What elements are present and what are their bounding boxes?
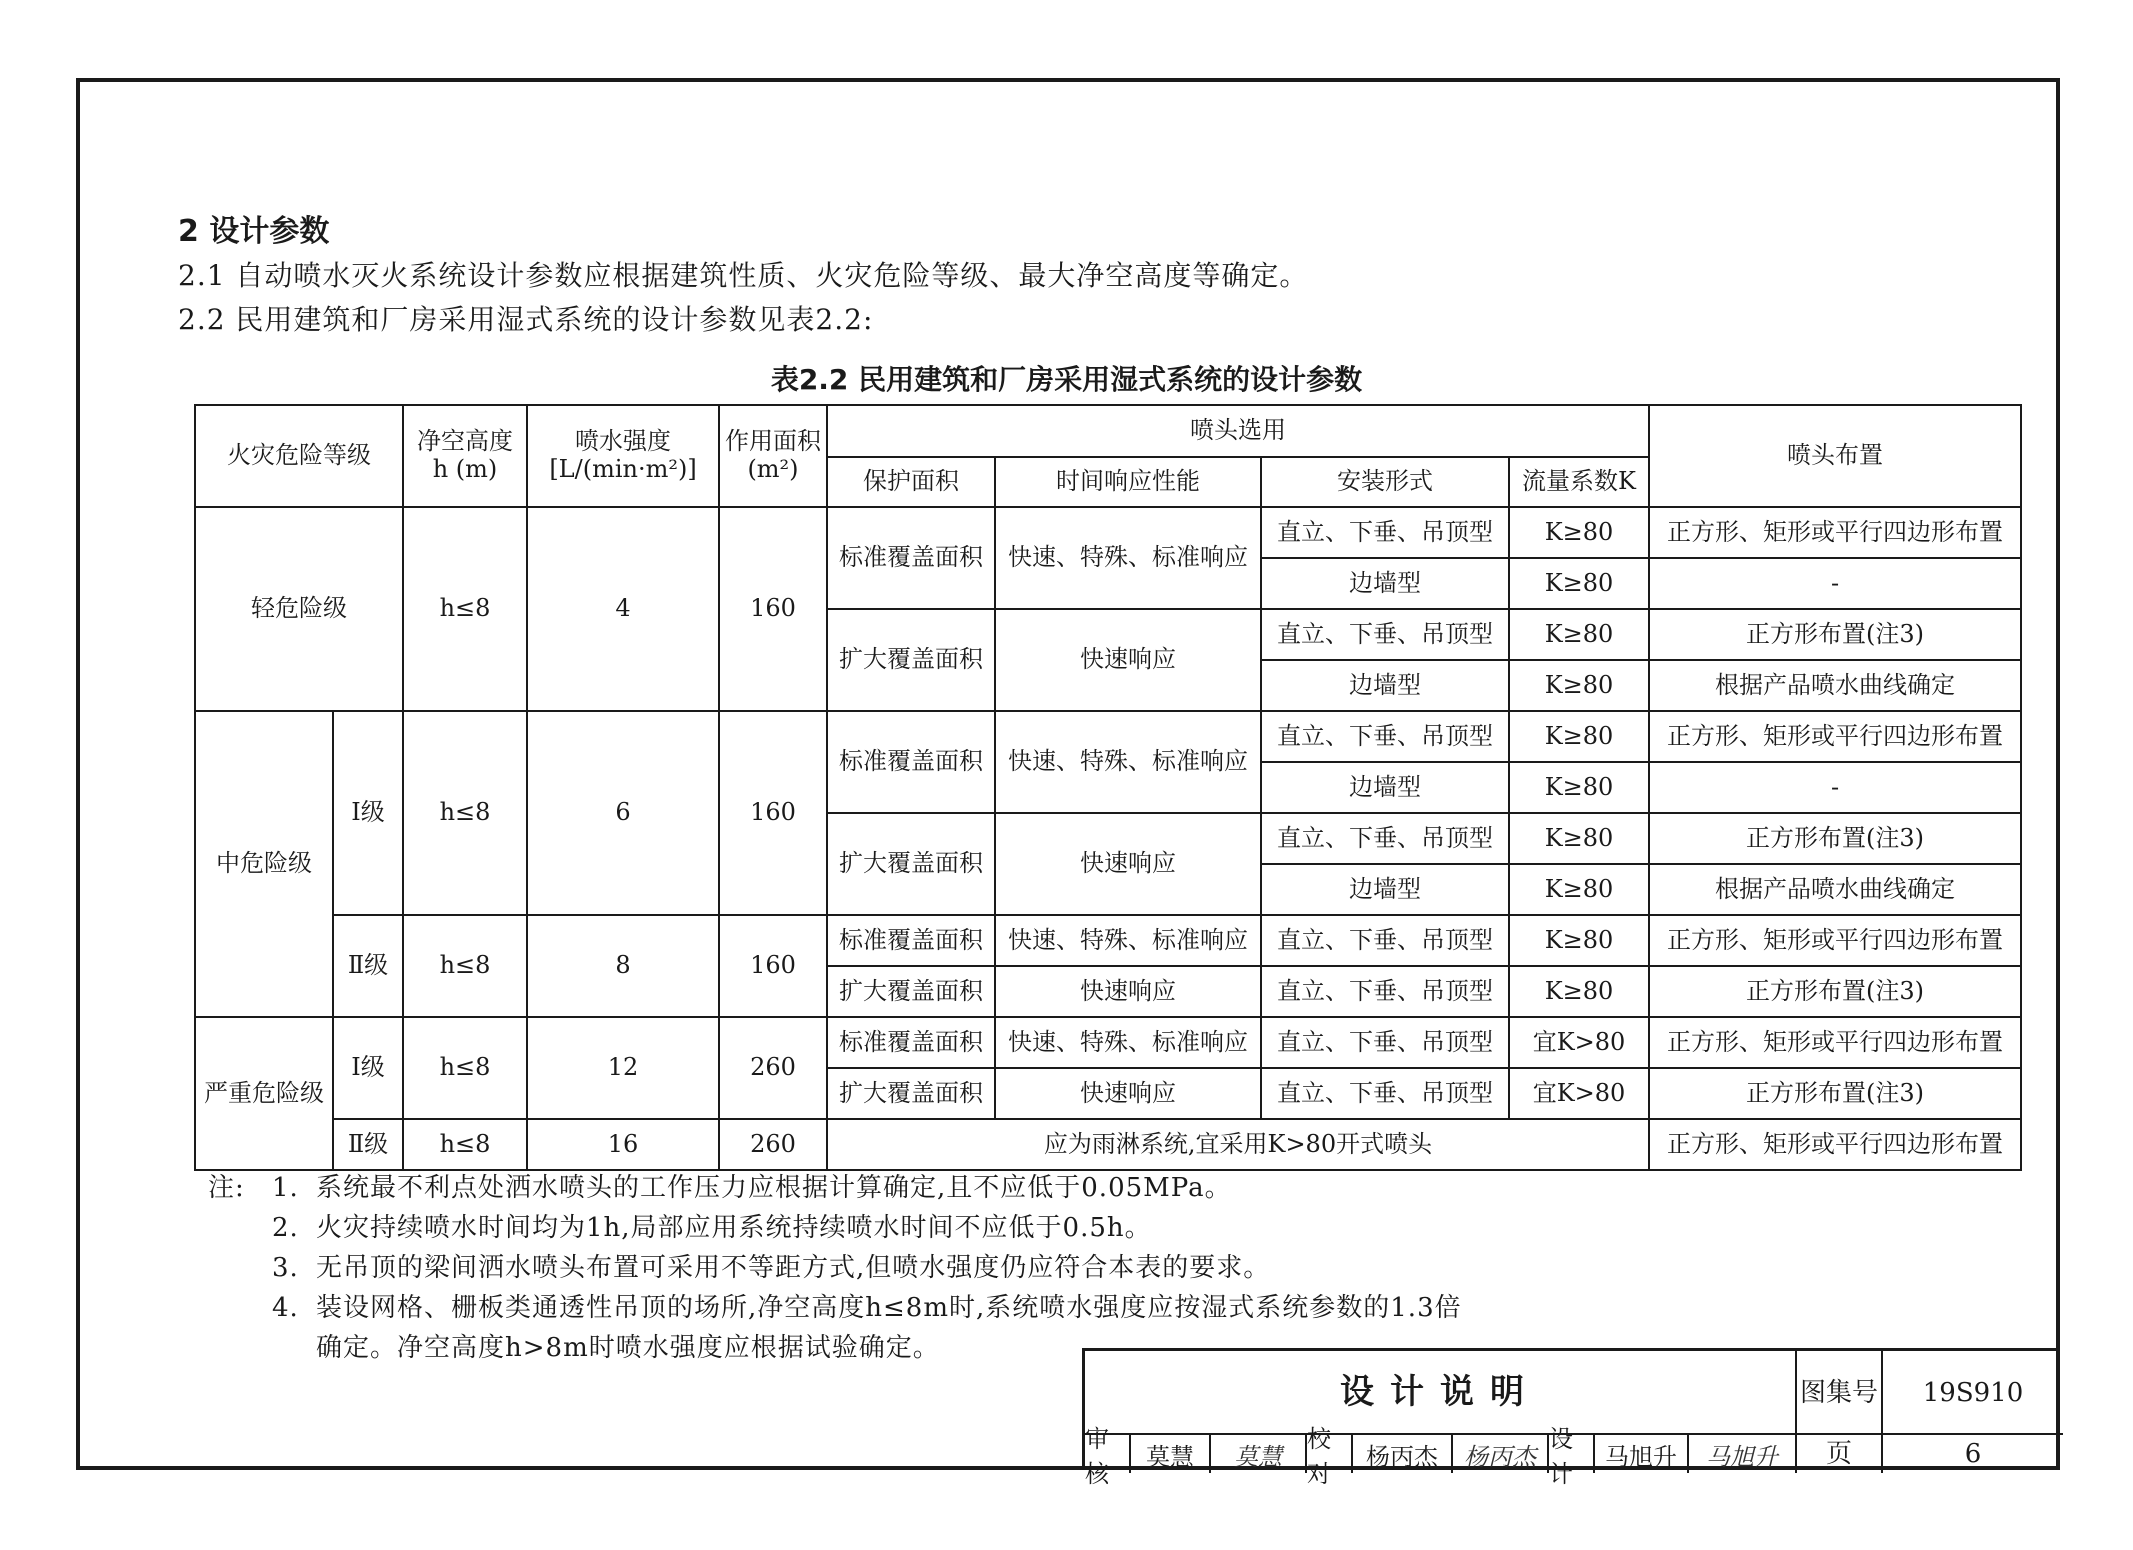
header-protect: 保护面积: [827, 457, 995, 507]
cell-kfactor: K≥80: [1509, 609, 1649, 660]
table-row: [195, 1119, 2021, 1170]
header-height-line2: h (m): [432, 455, 498, 483]
cell-medium-hazard: 中危险级: [195, 711, 333, 1017]
cell-layout: 正方形、矩形或平行四边形布置: [1649, 1017, 2021, 1068]
header-area-line2: (m²): [747, 455, 799, 483]
cell-response: 快速、特殊、标准响应: [995, 1017, 1261, 1068]
note-text: 无吊顶的梁间洒水喷头布置可采用不等距方式,但喷水强度仍应符合本表的要求。: [316, 1253, 1271, 1283]
design-label: 设计: [1549, 1435, 1595, 1473]
table-notes: [208, 1168, 1648, 1368]
cell-install: 直立、下垂、吊顶型: [1261, 1017, 1509, 1068]
cell-response: 快速响应: [995, 1068, 1261, 1119]
cell-deluge: 应为雨淋系统,宜采用K>80开式喷头: [827, 1119, 1649, 1170]
atlas-number: 19S910: [1883, 1351, 2063, 1435]
cell-protect: 扩大覆盖面积: [827, 1068, 995, 1119]
page-number: 6: [1964, 1439, 1982, 1469]
cell-level: Ⅱ级: [333, 915, 403, 1017]
cell-intensity: 4: [527, 507, 719, 711]
cell-kfactor: K≥80: [1509, 558, 1649, 609]
review-name: 莫慧: [1131, 1435, 1211, 1473]
cell-layout: 正方形布置(注3): [1649, 966, 2021, 1017]
header-area: [719, 405, 827, 507]
cell-kfactor: K≥80: [1509, 966, 1649, 1017]
cell-install: 直立、下垂、吊顶型: [1261, 813, 1509, 864]
header-hazard: 火灾危险等级: [195, 405, 403, 507]
table-title: 表2.2 民用建筑和厂房采用湿式系统的设计参数: [770, 363, 1363, 396]
note-number: 4.: [272, 1293, 299, 1323]
cell-layout: 正方形、矩形或平行四边形布置: [1649, 507, 2021, 558]
cell-area: 260: [719, 1017, 827, 1119]
cell-response: 快速、特殊、标准响应: [995, 711, 1261, 813]
cell-protect: 扩大覆盖面积: [827, 609, 995, 711]
cell-intensity: 12: [527, 1017, 719, 1119]
cell-layout: 正方形布置(注3): [1649, 1068, 2021, 1119]
cell-response: 快速响应: [995, 966, 1261, 1017]
cell-severe-hazard: 严重危险级: [195, 1017, 333, 1170]
page-label: 页: [1797, 1435, 1883, 1473]
cell-height: h≤8: [403, 1017, 527, 1119]
cell-level: Ⅰ级: [333, 711, 403, 915]
cell-intensity: 16: [527, 1119, 719, 1170]
cell-layout: 正方形、矩形或平行四边形布置: [1649, 711, 2021, 762]
cell-height: h≤8: [403, 915, 527, 1017]
cell-install: 边墙型: [1261, 558, 1509, 609]
cell-layout: 正方形布置(注3): [1649, 813, 2021, 864]
header-intensity-line1: 喷水强度: [575, 427, 671, 456]
cell-area: 160: [719, 915, 827, 1017]
header-response: 时间响应性能: [995, 457, 1261, 507]
note-1: [208, 1168, 1648, 1208]
table-row: [195, 915, 2021, 966]
header-height: [403, 405, 527, 507]
cell-area: 260: [719, 1119, 827, 1170]
section-title: 2 设计参数: [178, 214, 330, 249]
cell-kfactor: K≥80: [1509, 915, 1649, 966]
design-name: 马旭升: [1595, 1435, 1689, 1473]
cell-light-hazard: 轻危险级: [195, 507, 403, 711]
cell-install: 边墙型: [1261, 660, 1509, 711]
cell-install: 直立、下垂、吊顶型: [1261, 1068, 1509, 1119]
design-signature: 马旭升: [1706, 1442, 1778, 1471]
cell-layout: 正方形布置(注3): [1649, 609, 2021, 660]
cell-install: 直立、下垂、吊顶型: [1261, 966, 1509, 1017]
cell-area: 160: [719, 507, 827, 711]
cell-kfactor: K≥80: [1509, 711, 1649, 762]
paragraph-2-1: 2.1 自动喷水灭火系统设计参数应根据建筑性质、火灾危险等级、最大净空高度等确定。: [178, 259, 1309, 292]
cell-intensity: 6: [527, 711, 719, 915]
review-signature: 莫慧: [1211, 1435, 1307, 1473]
cell-response: 快速、特殊、标准响应: [995, 507, 1261, 609]
title-block: [1082, 1348, 2060, 1488]
cell-kfactor: K≥80: [1509, 660, 1649, 711]
cell-layout: 正方形、矩形或平行四边形布置: [1649, 1119, 2021, 1170]
cell-install: 边墙型: [1261, 762, 1509, 813]
cell-protect: 标准覆盖面积: [827, 507, 995, 609]
section-content: [178, 210, 2038, 342]
header-kfactor: 流量系数K: [1509, 457, 1649, 507]
cell-install: 直立、下垂、吊顶型: [1261, 609, 1509, 660]
cell-height: h≤8: [403, 507, 527, 711]
cell-protect: 标准覆盖面积: [827, 915, 995, 966]
note-text: 系统最不利点处洒水喷头的工作压力应根据计算确定,且不应低于0.05MPa。: [316, 1173, 1232, 1203]
table-row: [195, 1017, 2021, 1068]
header-area-line1: 作用面积: [725, 427, 821, 456]
check-name: 杨丙杰: [1353, 1435, 1453, 1473]
check-signature: 杨丙杰: [1453, 1435, 1549, 1473]
cell-protect: 扩大覆盖面积: [827, 966, 995, 1017]
cell-kfactor: 宜K>80: [1509, 1017, 1649, 1068]
paragraph-2-2: 2.2 民用建筑和厂房采用湿式系统的设计参数见表2.2:: [178, 303, 874, 336]
review-label: 审核: [1085, 1435, 1131, 1473]
signature-row: [1085, 1425, 1797, 1488]
header-sprinkler: 喷头选用: [827, 405, 1649, 457]
note-text: 装设网格、栅板类通透性吊顶的场所,净空高度h≤8m时,系统喷水强度应按湿式系统参数的1.3倍: [316, 1293, 1462, 1323]
cell-install: 直立、下垂、吊顶型: [1261, 507, 1509, 558]
cell-height: h≤8: [403, 1119, 527, 1170]
cell-response: 快速响应: [995, 609, 1261, 711]
cell-layout: -: [1649, 558, 2021, 609]
note-3: [208, 1248, 1648, 1288]
cell-level: Ⅱ级: [333, 1119, 403, 1170]
header-layout: 喷头布置: [1649, 405, 2021, 507]
cell-response: 快速响应: [995, 813, 1261, 915]
cell-protect: 标准覆盖面积: [827, 1017, 995, 1068]
note-2: [208, 1208, 1648, 1248]
cell-layout: 根据产品喷水曲线确定: [1649, 864, 2021, 915]
note-4-continuation: 确定。净空高度h>8m时喷水强度应根据试验确定。: [316, 1333, 940, 1363]
notes-label: 注:: [208, 1173, 245, 1203]
cell-install: 直立、下垂、吊顶型: [1261, 915, 1509, 966]
atlas-number-label: 图集号: [1797, 1351, 1883, 1435]
cell-protect: 扩大覆盖面积: [827, 813, 995, 915]
cell-area: 160: [719, 711, 827, 915]
check-label: 校对: [1307, 1435, 1353, 1473]
cell-install: 直立、下垂、吊顶型: [1261, 711, 1509, 762]
cell-intensity: 8: [527, 915, 719, 1017]
cell-height: h≤8: [403, 711, 527, 915]
cell-response: 快速、特殊、标准响应: [995, 915, 1261, 966]
cell-protect: 标准覆盖面积: [827, 711, 995, 813]
note-number: 3.: [272, 1253, 299, 1283]
header-height-line1: 净空高度: [417, 427, 513, 456]
header-intensity-line2: [L/(min·m²)]: [549, 455, 697, 483]
drawing-title: 设计说明: [1085, 1351, 1797, 1435]
cell-kfactor: 宜K>80: [1509, 1068, 1649, 1119]
cell-kfactor: K≥80: [1509, 507, 1649, 558]
cell-install: 边墙型: [1261, 864, 1509, 915]
note-number: 2.: [272, 1213, 299, 1243]
header-intensity: [527, 405, 719, 507]
note-text: 火灾持续喷水时间均为1h,局部应用系统持续喷水时间不应低于0.5h。: [316, 1213, 1152, 1243]
header-install: 安装形式: [1261, 457, 1509, 507]
cell-kfactor: K≥80: [1509, 813, 1649, 864]
header-row-1: [195, 405, 2021, 457]
cell-kfactor: K≥80: [1509, 864, 1649, 915]
table-row: [195, 711, 2021, 762]
table-row: [195, 507, 2021, 558]
note-4: [208, 1288, 1648, 1328]
note-number: 1.: [272, 1173, 299, 1203]
cell-layout: 正方形、矩形或平行四边形布置: [1649, 915, 2021, 966]
cell-layout: -: [1649, 762, 2021, 813]
design-parameter-table: [194, 404, 2022, 1171]
cell-kfactor: K≥80: [1509, 762, 1649, 813]
cell-level: Ⅰ级: [333, 1017, 403, 1119]
cell-layout: 根据产品喷水曲线确定: [1649, 660, 2021, 711]
